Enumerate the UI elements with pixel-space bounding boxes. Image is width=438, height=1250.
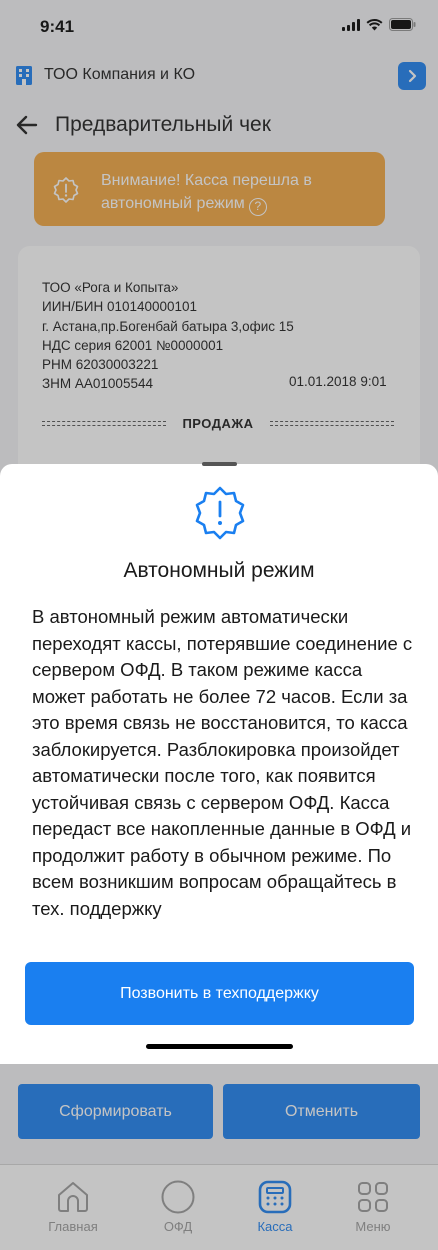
tab-home-label: Главная (48, 1219, 98, 1234)
sheet-title: Автономный режим (123, 559, 315, 582)
sheet-grabber[interactable] (202, 462, 237, 466)
company-name: ТОО Компания и КО (44, 66, 196, 83)
home-indicator (146, 1044, 293, 1049)
page-title: Предварительный чек (55, 113, 271, 136)
tab-menu-label: Меню (355, 1219, 391, 1234)
offline-mode-sheet (0, 464, 438, 1064)
warning-badge-icon (190, 484, 250, 544)
form-button[interactable]: Сформировать (18, 1084, 213, 1139)
receipt-line: РНМ 62030003221 (42, 357, 159, 373)
help-icon[interactable]: ? (249, 198, 267, 216)
receipt-date: 01.01.2018 9:01 (289, 374, 387, 389)
call-support-button[interactable]: Позвонить в техподдержку (25, 962, 414, 1025)
warning-text: Внимание! Касса перешла в автономный режим (101, 172, 312, 212)
receipt-line: г. Астана,пр.Богенбай батыра 3,офис 15 (42, 318, 294, 334)
tab-kassa-label: Касса (257, 1219, 293, 1234)
status-time: 9:41 (40, 17, 75, 36)
receipt-line: ТОО «Рога и Копыта» (42, 280, 179, 295)
receipt-line: НДС серия 62001 №0000001 (42, 337, 224, 353)
receipt-line: ИИН/БИН 010140000101 (42, 299, 198, 315)
receipt-operation: ПРОДАЖА (182, 416, 254, 431)
sheet-body: В автономный режим автоматически переходят кассы, потерявшие соединение с сервером ОФД. В таком режиме касса может работать не более 72 часов. Если за это время связь не восстановится, то касса заблокируется. Разблокировка произойдет автоматически после того, как появится устойчивая связь с сервером ОФД. Касса передаст все накопленные данные в ОФД и продолжит работу в обычном режиме. По всем возникшим вопросам обращайтесь в тех. поддержку (32, 606, 413, 919)
receipt-line: ЗНМ АА01005544 (42, 376, 153, 392)
tab-ofd-label: ОФД (163, 1219, 193, 1234)
cancel-button[interactable]: Отменить (223, 1084, 420, 1139)
